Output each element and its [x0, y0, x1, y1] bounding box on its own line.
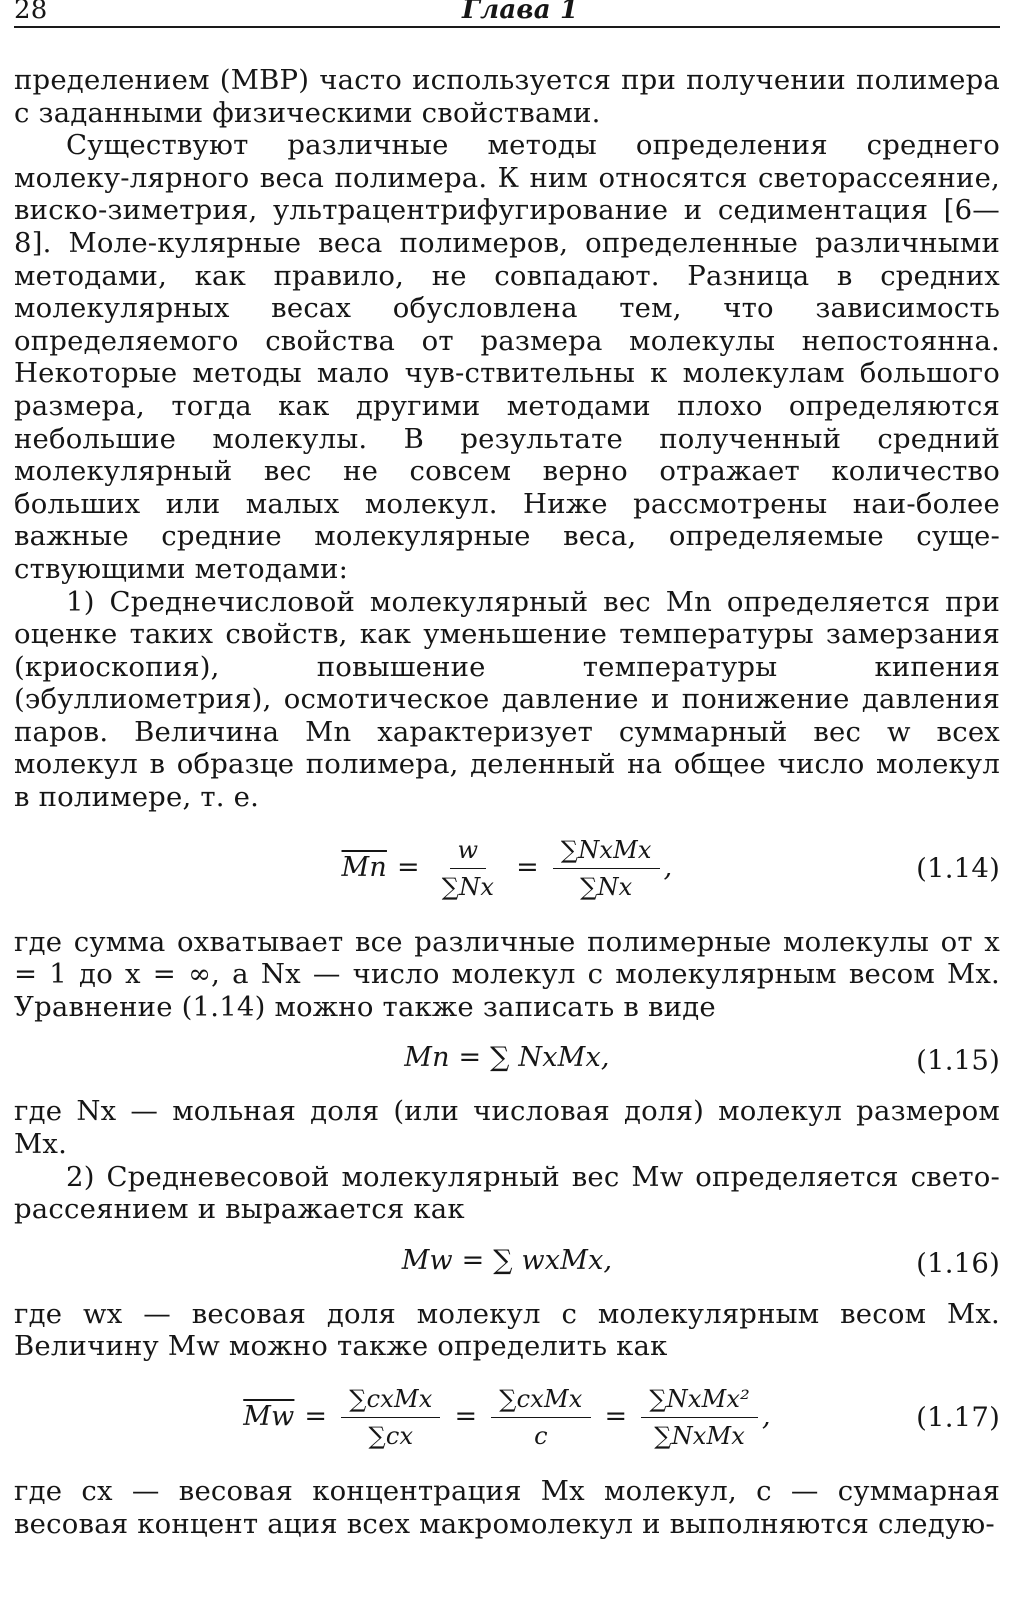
formula-1-17-lhs: $\overline{Mw}$ [243, 1401, 295, 1433]
formula-1-17-equals: = [604, 1401, 628, 1433]
equation-number-1-15: (1.15) [916, 1045, 1000, 1078]
formula-1-14-fraction-2 [553, 836, 660, 901]
equation-number-1-17: (1.17) [916, 1401, 1000, 1434]
formula-1-17-equals: = [304, 1401, 328, 1433]
equation-number-1-16: (1.16) [916, 1247, 1000, 1280]
running-header [14, 0, 1000, 28]
formula-1-14-equals: = [516, 851, 539, 883]
formula-1-14-lhs: $\overline{Mn}$ [341, 851, 387, 883]
chapter-title: Глава 1 [462, 0, 579, 25]
page-body [14, 28, 1000, 1540]
page-number: 28 [14, 0, 48, 25]
fraction-numerator: ∑NxMx² [641, 1385, 758, 1418]
formula-1-17-body [243, 1385, 771, 1450]
paragraph-weight-fraction: где wx — весовая доля молекул с молекулярным весом Mx. Величину Mw можно также определить как [14, 1297, 1000, 1363]
formula-1-16-body: Mw = ∑ wxMx, [401, 1244, 613, 1276]
formula-1-15 [14, 1041, 1000, 1081]
fraction-denominator: c [534, 1422, 548, 1450]
formula-1-15-body: Mn = ∑ NxMx, [404, 1042, 610, 1074]
fraction-numerator: ∑cxMx [341, 1385, 440, 1418]
fraction-numerator: w [450, 836, 487, 869]
paragraph-weight-average: 2) Средневесовой молекулярный вес Mw определяется свето-рассеянием и выражается как [14, 1160, 1000, 1226]
equation-number-1-14: (1.14) [916, 852, 1000, 885]
formula-1-14 [14, 836, 1000, 902]
fraction-numerator: ∑cxMx [491, 1385, 590, 1418]
formula-1-17-fraction-1 [341, 1385, 440, 1450]
fraction-denominator: ∑cx [368, 1422, 414, 1450]
fraction-denominator: ∑Nx [580, 872, 633, 901]
paragraph-concentration: где cx — весовая концентрация Mx молекул, c — суммарная весовая концент ация всех макромолекул и выполняются следую- [14, 1475, 1000, 1540]
paragraph-mole-fraction: где Nx — мольная доля (или числовая доля) молекул размером Mx. [14, 1095, 1000, 1161]
formula-1-14-equals: = [396, 851, 420, 883]
formula-1-17-comma: , [761, 1401, 771, 1433]
paragraph-sum-explanation: где сумма охватывает все различные полимерные молекулы от x = 1 до x = ∞, а Nx — число молекул с молекулярным весом Mx. Уравнение (1.14) можно также записать в виде [14, 925, 1000, 1023]
formula-1-14-comma: , [663, 851, 673, 883]
formula-1-17-fraction-3 [641, 1385, 758, 1450]
formula-1-14-body [342, 836, 673, 901]
paragraph-continuation: пределением (МВР) часто используется при получении полимера с заданными физическими свойствами. [14, 64, 1000, 129]
formula-1-17-fraction-2 [491, 1385, 590, 1450]
formula-1-16 [14, 1244, 1000, 1284]
paragraph-methods: Существуют различные методы определения среднего молеку-лярного веса полимера. К ним относятся светорассеяние, виско-зиметрия, ультрацентрифугирование и седиментация [6—8]. Моле-кулярные веса полимеров, определенные различными методами, как правило, не совпадают. Разница в средних молекулярных весах обусловлена тем, что зависимость определяемого свойства от размера молекулы непостоянна. Некоторые методы мало чув-ствительны к молекулам большого размера, тогда как другими методами плохо определяются небольшие молекулы. В результате полученный средний молекулярный вес не совсем верно отражает количество больших или малых молекул. Ниже рассмотрены наи-более важные средние молекулярные веса, определяемые суще-ствующими методами: [14, 129, 1000, 585]
formula-1-17-equals: = [454, 1401, 478, 1433]
formula-1-14-fraction-1 [434, 836, 502, 901]
formula-1-17 [14, 1385, 1000, 1451]
fraction-denominator: ∑NxMx [654, 1422, 746, 1450]
fraction-numerator: ∑NxMx [553, 836, 660, 869]
paragraph-number-average: 1) Среднечисловой молекулярный вес Mn определяется при оценке таких свойств, как уменьшение температуры замерзания (криоскопия), повышение температуры кипения (эбуллиометрия), осмотическое давление и понижение давления паров. Величина Mn характеризует суммарный вес w всех молекул в образце полимера, деленный на общее число молекул в полимере, т. е. [14, 585, 1000, 814]
fraction-denominator: ∑Nx [441, 872, 495, 901]
